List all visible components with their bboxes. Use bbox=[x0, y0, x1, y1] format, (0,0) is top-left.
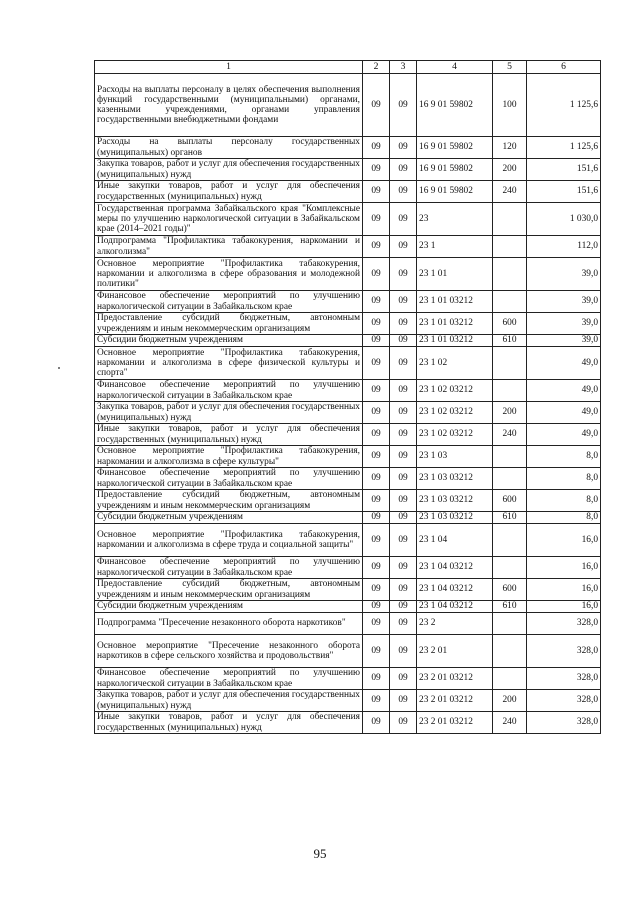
row-section-cell: 09 bbox=[363, 468, 390, 490]
row-expense-type-cell bbox=[493, 258, 527, 291]
row-expense-type-cell bbox=[493, 668, 527, 690]
row-amount-cell: 328,0 bbox=[527, 668, 601, 690]
row-name-cell: Финансовое обеспечение мероприятий по улучшению наркологической ситуации в Забайкальском крае bbox=[95, 557, 363, 579]
row-target-code-cell: 23 1 02 03212 bbox=[417, 380, 493, 402]
row-expense-type-cell: 200 bbox=[493, 159, 527, 181]
row-name-cell: Расходы на выплаты персоналу в целях обеспечения выполнения функций государственными (муниципальными) органами, казенными учреждениями, органами управления государственными внебюджетными фондами bbox=[95, 74, 363, 137]
row-expense-type-cell: 240 bbox=[493, 712, 527, 734]
row-expense-type-cell bbox=[493, 203, 527, 236]
row-subsection-cell: 09 bbox=[390, 203, 417, 236]
row-name-cell: Закупка товаров, работ и услуг для обеспечения государственных (муниципальных) нужд bbox=[95, 159, 363, 181]
row-target-code-cell: 23 1 01 03212 bbox=[417, 291, 493, 313]
table-row bbox=[95, 203, 601, 236]
row-expense-type-cell: 200 bbox=[493, 402, 527, 424]
row-subsection-cell: 09 bbox=[390, 335, 417, 347]
table-row bbox=[95, 313, 601, 335]
row-subsection-cell: 09 bbox=[390, 380, 417, 402]
row-amount-cell: 49,0 bbox=[527, 347, 601, 380]
row-amount-cell: 112,0 bbox=[527, 236, 601, 258]
row-target-code-cell: 23 2 01 03212 bbox=[417, 712, 493, 734]
row-name-cell: Основное мероприятие "Профилактика табакокурения, наркомании и алкоголизма в сфере образования и молодежной политики" bbox=[95, 258, 363, 291]
row-expense-type-cell: 200 bbox=[493, 690, 527, 712]
row-name-cell: Субсидии бюджетным учреждениям bbox=[95, 335, 363, 347]
row-amount-cell: 39,0 bbox=[527, 313, 601, 335]
row-section-cell: 09 bbox=[363, 402, 390, 424]
row-target-code-cell: 23 1 04 03212 bbox=[417, 579, 493, 601]
row-section-cell: 09 bbox=[363, 613, 390, 635]
row-name-cell: Подпрограмма "Профилактика табакокурения, наркомании и алкоголизма" bbox=[95, 236, 363, 258]
row-section-cell: 09 bbox=[363, 579, 390, 601]
row-section-cell: 09 bbox=[363, 446, 390, 468]
row-target-code-cell: 23 1 03 bbox=[417, 446, 493, 468]
row-name-cell: Основное мероприятие "Профилактика табакокурения, наркомании и алкоголизма в сфере культуры" bbox=[95, 446, 363, 468]
table-row bbox=[95, 236, 601, 258]
row-subsection-cell: 09 bbox=[390, 601, 417, 613]
row-name-cell: Финансовое обеспечение мероприятий по улучшению наркологической ситуации в Забайкальском крае bbox=[95, 291, 363, 313]
row-subsection-cell: 09 bbox=[390, 579, 417, 601]
row-section-cell: 09 bbox=[363, 490, 390, 512]
row-subsection-cell: 09 bbox=[390, 557, 417, 579]
row-subsection-cell: 09 bbox=[390, 291, 417, 313]
table-row bbox=[95, 258, 601, 291]
row-target-code-cell: 23 1 03 03212 bbox=[417, 490, 493, 512]
table-row bbox=[95, 74, 601, 137]
table-row bbox=[95, 335, 601, 347]
row-name-cell: Иные закупки товаров, работ и услуг для обеспечения государственных (муниципальных) нужд bbox=[95, 424, 363, 446]
row-target-code-cell: 23 1 04 03212 bbox=[417, 601, 493, 613]
table-row bbox=[95, 181, 601, 203]
row-amount-cell: 39,0 bbox=[527, 258, 601, 291]
row-expense-type-cell: 100 bbox=[493, 74, 527, 137]
row-name-cell: Предоставление субсидий бюджетным, автономным учреждениям и иным некоммерческим организациям bbox=[95, 490, 363, 512]
row-subsection-cell: 09 bbox=[390, 468, 417, 490]
row-expense-type-cell bbox=[493, 446, 527, 468]
table-row bbox=[95, 402, 601, 424]
row-target-code-cell: 16 9 01 59802 bbox=[417, 181, 493, 203]
row-amount-cell: 39,0 bbox=[527, 291, 601, 313]
row-expense-type-cell bbox=[493, 468, 527, 490]
row-target-code-cell: 23 2 bbox=[417, 613, 493, 635]
header-cell-subsection: 3 bbox=[390, 61, 417, 74]
row-name-cell: Закупка товаров, работ и услуг для обеспечения государственных (муниципальных) нужд bbox=[95, 690, 363, 712]
row-expense-type-cell bbox=[493, 613, 527, 635]
header-cell-target-code: 4 bbox=[417, 61, 493, 74]
row-target-code-cell: 23 1 04 bbox=[417, 524, 493, 557]
row-name-cell: Субсидии бюджетным учреждениям bbox=[95, 512, 363, 524]
row-expense-type-cell: 600 bbox=[493, 490, 527, 512]
row-subsection-cell: 09 bbox=[390, 512, 417, 524]
row-amount-cell: 328,0 bbox=[527, 635, 601, 668]
row-amount-cell: 1 125,6 bbox=[527, 74, 601, 137]
row-section-cell: 09 bbox=[363, 424, 390, 446]
row-amount-cell: 8,0 bbox=[527, 446, 601, 468]
row-subsection-cell: 09 bbox=[390, 181, 417, 203]
row-target-code-cell: 16 9 01 59802 bbox=[417, 159, 493, 181]
row-name-cell: Предоставление субсидий бюджетным, автономным учреждениям и иным некоммерческим организациям bbox=[95, 313, 363, 335]
header-cell-expense-type: 5 bbox=[493, 61, 527, 74]
row-amount-cell: 49,0 bbox=[527, 380, 601, 402]
row-amount-cell: 8,0 bbox=[527, 512, 601, 524]
table-row bbox=[95, 424, 601, 446]
row-amount-cell: 328,0 bbox=[527, 613, 601, 635]
row-subsection-cell: 09 bbox=[390, 424, 417, 446]
row-amount-cell: 151,6 bbox=[527, 181, 601, 203]
row-target-code-cell: 23 1 bbox=[417, 236, 493, 258]
row-target-code-cell: 23 1 03 03212 bbox=[417, 468, 493, 490]
row-amount-cell: 328,0 bbox=[527, 712, 601, 734]
table-row bbox=[95, 712, 601, 734]
table-row bbox=[95, 159, 601, 181]
table-header-row bbox=[95, 61, 601, 74]
row-expense-type-cell: 240 bbox=[493, 424, 527, 446]
row-target-code-cell: 23 1 02 03212 bbox=[417, 424, 493, 446]
row-target-code-cell: 16 9 01 59802 bbox=[417, 74, 493, 137]
row-subsection-cell: 09 bbox=[390, 74, 417, 137]
row-subsection-cell: 09 bbox=[390, 524, 417, 557]
row-section-cell: 09 bbox=[363, 380, 390, 402]
row-target-code-cell: 23 bbox=[417, 203, 493, 236]
row-subsection-cell: 09 bbox=[390, 258, 417, 291]
table-row bbox=[95, 380, 601, 402]
row-subsection-cell: 09 bbox=[390, 159, 417, 181]
row-subsection-cell: 09 bbox=[390, 137, 417, 159]
row-expense-type-cell bbox=[493, 236, 527, 258]
row-target-code-cell: 23 1 01 bbox=[417, 258, 493, 291]
table-row bbox=[95, 557, 601, 579]
row-target-code-cell: 23 2 01 03212 bbox=[417, 668, 493, 690]
table-row bbox=[95, 137, 601, 159]
row-section-cell: 09 bbox=[363, 203, 390, 236]
row-target-code-cell: 23 1 02 03212 bbox=[417, 402, 493, 424]
row-subsection-cell: 09 bbox=[390, 236, 417, 258]
row-section-cell: 09 bbox=[363, 258, 390, 291]
row-amount-cell: 8,0 bbox=[527, 490, 601, 512]
row-expense-type-cell: 610 bbox=[493, 335, 527, 347]
row-target-code-cell: 16 9 01 59802 bbox=[417, 137, 493, 159]
row-subsection-cell: 09 bbox=[390, 690, 417, 712]
row-target-code-cell: 23 1 01 03212 bbox=[417, 313, 493, 335]
row-section-cell: 09 bbox=[363, 601, 390, 613]
row-name-cell: Основное мероприятие "Профилактика табакокурения, наркомании и алкоголизма в сфере труда и социальной защиты" bbox=[95, 524, 363, 557]
row-name-cell: Финансовое обеспечение мероприятий по улучшению наркологической ситуации в Забайкальском крае bbox=[95, 668, 363, 690]
budget-table bbox=[94, 60, 601, 734]
row-amount-cell: 49,0 bbox=[527, 402, 601, 424]
row-amount-cell: 16,0 bbox=[527, 557, 601, 579]
row-target-code-cell: 23 1 03 03212 bbox=[417, 512, 493, 524]
row-subsection-cell: 09 bbox=[390, 313, 417, 335]
row-section-cell: 09 bbox=[363, 524, 390, 557]
row-expense-type-cell: 610 bbox=[493, 601, 527, 613]
row-section-cell: 09 bbox=[363, 159, 390, 181]
row-amount-cell: 39,0 bbox=[527, 335, 601, 347]
table-row bbox=[95, 690, 601, 712]
row-amount-cell: 8,0 bbox=[527, 468, 601, 490]
row-target-code-cell: 23 2 01 03212 bbox=[417, 690, 493, 712]
row-name-cell: Финансовое обеспечение мероприятий по улучшению наркологической ситуации в Забайкальском крае bbox=[95, 468, 363, 490]
row-expense-type-cell bbox=[493, 347, 527, 380]
row-section-cell: 09 bbox=[363, 712, 390, 734]
row-subsection-cell: 09 bbox=[390, 712, 417, 734]
row-subsection-cell: 09 bbox=[390, 446, 417, 468]
row-section-cell: 09 bbox=[363, 512, 390, 524]
row-subsection-cell: 09 bbox=[390, 613, 417, 635]
row-name-cell: Иные закупки товаров, работ и услуг для обеспечения государственных (муниципальных) нужд bbox=[95, 181, 363, 203]
row-section-cell: 09 bbox=[363, 668, 390, 690]
row-section-cell: 09 bbox=[363, 690, 390, 712]
row-subsection-cell: 09 bbox=[390, 347, 417, 380]
row-expense-type-cell bbox=[493, 635, 527, 668]
row-expense-type-cell bbox=[493, 291, 527, 313]
row-expense-type-cell: 600 bbox=[493, 579, 527, 601]
table-row bbox=[95, 524, 601, 557]
table-row bbox=[95, 668, 601, 690]
table-row bbox=[95, 512, 601, 524]
header-cell-name: 1 bbox=[95, 61, 363, 74]
table-row bbox=[95, 291, 601, 313]
row-amount-cell: 49,0 bbox=[527, 424, 601, 446]
row-expense-type-cell: 240 bbox=[493, 181, 527, 203]
row-name-cell: Финансовое обеспечение мероприятий по улучшению наркологической ситуации в Забайкальском крае bbox=[95, 380, 363, 402]
table-row bbox=[95, 490, 601, 512]
row-expense-type-cell: 610 bbox=[493, 512, 527, 524]
row-name-cell: Иные закупки товаров, работ и услуг для обеспечения государственных (муниципальных) нужд bbox=[95, 712, 363, 734]
table-row bbox=[95, 635, 601, 668]
page-number: 95 bbox=[313, 846, 327, 861]
row-section-cell: 09 bbox=[363, 347, 390, 380]
row-section-cell: 09 bbox=[363, 291, 390, 313]
row-amount-cell: 1 125,6 bbox=[527, 137, 601, 159]
row-subsection-cell: 09 bbox=[390, 635, 417, 668]
table-row bbox=[95, 347, 601, 380]
row-name-cell: Основное мероприятие "Профилактика табакокурения, наркомании и алкоголизма в сфере физической культуры и спорта" bbox=[95, 347, 363, 380]
row-section-cell: 09 bbox=[363, 74, 390, 137]
table-row bbox=[95, 613, 601, 635]
row-target-code-cell: 23 1 02 bbox=[417, 347, 493, 380]
table-row bbox=[95, 468, 601, 490]
row-subsection-cell: 09 bbox=[390, 490, 417, 512]
table-row bbox=[95, 579, 601, 601]
row-expense-type-cell bbox=[493, 557, 527, 579]
row-name-cell: Расходы на выплаты персоналу государственных (муниципальных) органов bbox=[95, 137, 363, 159]
row-subsection-cell: 09 bbox=[390, 402, 417, 424]
row-section-cell: 09 bbox=[363, 557, 390, 579]
row-target-code-cell: 23 1 01 03212 bbox=[417, 335, 493, 347]
row-expense-type-cell: 120 bbox=[493, 137, 527, 159]
scan-dot bbox=[58, 367, 60, 369]
row-expense-type-cell bbox=[493, 524, 527, 557]
row-expense-type-cell bbox=[493, 380, 527, 402]
row-name-cell: Субсидии бюджетным учреждениям bbox=[95, 601, 363, 613]
row-section-cell: 09 bbox=[363, 236, 390, 258]
row-expense-type-cell: 600 bbox=[493, 313, 527, 335]
row-name-cell: Предоставление субсидий бюджетным, автономным учреждениям и иным некоммерческим организациям bbox=[95, 579, 363, 601]
row-section-cell: 09 bbox=[363, 137, 390, 159]
row-amount-cell: 328,0 bbox=[527, 690, 601, 712]
row-name-cell: Государственная программа Забайкальского края "Комплексные меры по улучшению наркологической ситуации в Забайкальском крае (2014–2021 годы)" bbox=[95, 203, 363, 236]
table-row bbox=[95, 601, 601, 613]
row-target-code-cell: 23 1 04 03212 bbox=[417, 557, 493, 579]
row-amount-cell: 151,6 bbox=[527, 159, 601, 181]
row-target-code-cell: 23 2 01 bbox=[417, 635, 493, 668]
header-cell-amount: 6 bbox=[527, 61, 601, 74]
row-section-cell: 09 bbox=[363, 313, 390, 335]
row-amount-cell: 16,0 bbox=[527, 579, 601, 601]
row-subsection-cell: 09 bbox=[390, 668, 417, 690]
row-amount-cell: 1 030,0 bbox=[527, 203, 601, 236]
row-name-cell: Закупка товаров, работ и услуг для обеспечения государственных (муниципальных) нужд bbox=[95, 402, 363, 424]
table-body bbox=[95, 74, 601, 734]
row-amount-cell: 16,0 bbox=[527, 601, 601, 613]
table-row bbox=[95, 446, 601, 468]
row-section-cell: 09 bbox=[363, 181, 390, 203]
row-section-cell: 09 bbox=[363, 335, 390, 347]
row-amount-cell: 16,0 bbox=[527, 524, 601, 557]
row-name-cell: Подпрограмма "Пресечение незаконного оборота наркотиков" bbox=[95, 613, 363, 635]
row-section-cell: 09 bbox=[363, 635, 390, 668]
header-cell-section: 2 bbox=[363, 61, 390, 74]
row-name-cell: Основное мероприятие "Пресечение незаконного оборота наркотиков в сфере сельского хозяйства и продовольствия" bbox=[95, 635, 363, 668]
